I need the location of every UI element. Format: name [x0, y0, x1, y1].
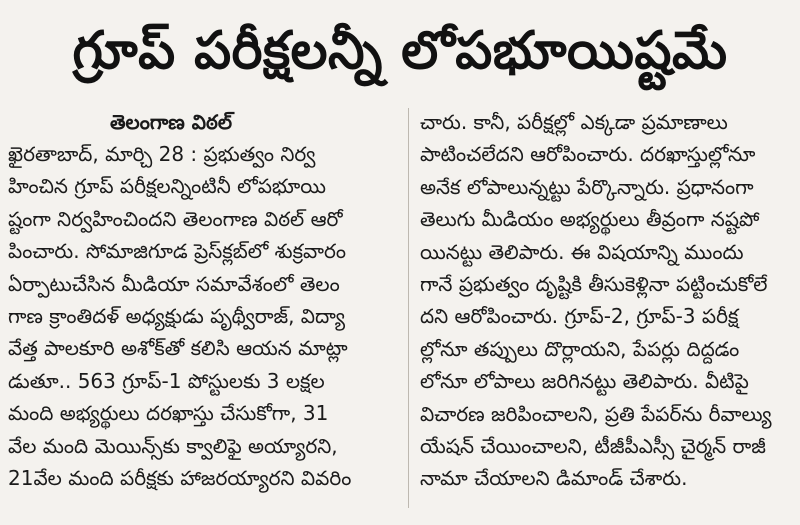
text-line: యేషన్ చేయించాలని, టీజీపీఎస్సీ చైర్మన్ రాజీ: [420, 433, 766, 458]
text-line: నామా చేయాలని డిమాండ్ చేశారు.: [420, 466, 688, 491]
article-column-right: [420, 106, 792, 495]
text-line: 21వేల మంది పరీక్షకు హాజరయ్యారని వివరిం: [8, 465, 352, 490]
text-line: గానే ప్రభుత్వం దృష్టికి తీసుకెళ్లినా పట్టించుకోలే: [420, 271, 768, 296]
byline: తెలంగాణ విఠల్: [110, 110, 233, 134]
text-line: వేల మంది మెయిన్స్‌కు క్వాలిఫై అయ్యారని,: [8, 433, 338, 458]
text-line: దని ఆరోపించారు. గ్రూప్-2, గ్రూప్-3 పరీక్ష: [420, 304, 739, 329]
text-line: వేత్త పాలకూరి అశోక్‌తో కలిసి ఆయన మాట్లా: [8, 336, 348, 361]
text-line: తెలుగు మీడియం అభ్యర్థులు తీవ్రంగా నష్టపో: [420, 207, 760, 232]
text-line: గాణ క్రాంతిదళ్ అధ్యక్షుడు పృథ్వీరాజ్, విద్యా: [8, 303, 345, 328]
text-line: మంది అభ్యర్థులు దరఖాస్తు చేసుకోగా, 31: [8, 401, 329, 426]
text-line: లోనూ లోపాలు జరిగినట్టు తెలిపారు. వీటిపై: [420, 369, 749, 394]
text-line: పాటించలేదని ఆరోపించారు. దరఖాస్తుల్లోనూ: [420, 142, 756, 167]
article-headline: గ్రూప్ పరీక్షలన్నీ లోపభూయిష్టమే: [72, 21, 728, 81]
column-divider: [408, 108, 409, 508]
text-line: విచారణ జరిపించాలని, ప్రతి పేపర్‌ను రీవాల్యు: [420, 401, 772, 426]
text-line: అనేక లోపాలున్నట్టు పేర్కొన్నారు. ప్రధానంగా: [420, 174, 754, 199]
text-line: హించిన గ్రూప్ పరీక్షలన్నింటినీ లోపభూయి: [8, 174, 327, 199]
text-line: ఏర్పాటుచేసిన మీడియా సమావేశంలో తెలం: [8, 271, 340, 296]
text-line: ష్టంగా నిర్వహించిందని తెలంగాణ విఠల్ ఆరో: [8, 206, 343, 231]
text-line: పించారు. సోమాజిగూడ ప్రెస్‌క్లబ్‌లో శుక్రవారం: [8, 239, 346, 264]
text-line: ఖైరతాబాద్, మార్చి 28 : ప్రభుత్వం నిర్వ: [8, 142, 316, 166]
text-line: యినట్టు తెలిపారు. ఈ విషయాన్ని ముందు: [420, 239, 744, 264]
text-line: చారు. కానీ, పరీక్షల్లో ఎక్కడా ప్రమాణాలు: [420, 110, 728, 134]
text-line: డుతూ.. 563 గ్రూప్-1 పోస్టులకు 3 లక్షల: [8, 368, 325, 393]
text-line: ల్లోనూ తప్పులు దొర్లాయని, పేపర్లు దిద్దడం: [420, 336, 740, 361]
article-column-left: [8, 138, 403, 494]
